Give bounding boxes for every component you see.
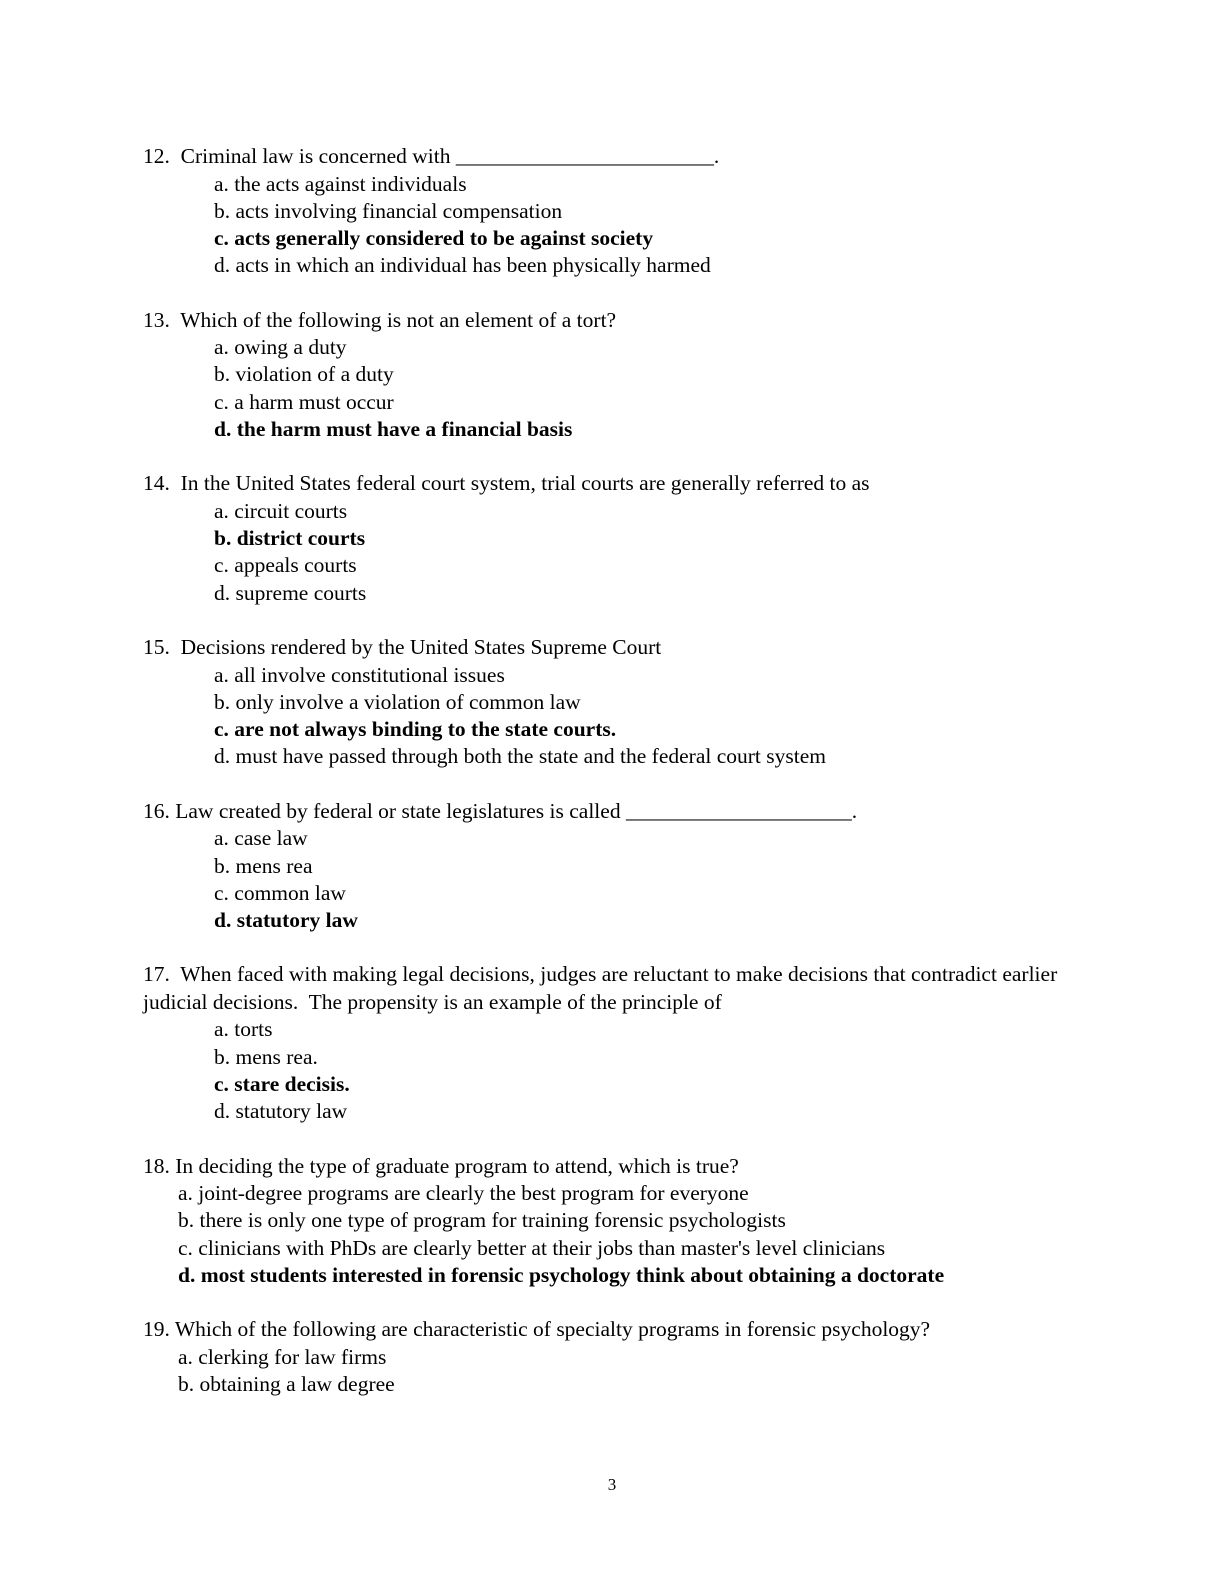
answer-option: a. clerking for law firms [178,1344,387,1369]
question-item [143,634,1103,771]
question-item [143,470,1103,607]
answer-option: a. joint-degree programs are clearly the best program for everyone [178,1181,749,1206]
question-stem: 13. Which of the following is not an element of a tort? [143,307,617,332]
question-item [143,307,1103,444]
question-stem: 14. In the United States federal court system, trial courts are generally referred to as [143,471,870,496]
question-stem: 16. Law created by federal or state legislatures is called _____________________. [143,798,858,823]
question-item [143,1316,1103,1398]
answer-option: a. circuit courts [214,498,348,523]
answer-option: d. acts in which an individual has been physically harmed [214,253,711,278]
answer-option: a. the acts against individuals [214,171,467,196]
answer-option-correct: c. are not always binding to the state courts. [214,717,617,742]
answer-options [143,334,1103,443]
question-stem: 18. In deciding the type of graduate program to attend, which is true? [143,1153,739,1178]
question-item [143,1153,1103,1290]
answer-option: b. obtaining a law degree [178,1372,395,1397]
question-stem: 15. Decisions rendered by the United States Supreme Court [143,635,662,660]
answer-option: b. mens rea. [214,1044,318,1069]
answer-option: d. must have passed through both the state and the federal court system [214,744,826,769]
answer-option: a. all involve constitutional issues [214,662,505,687]
page-number: 3 [607,1475,617,1494]
answer-option: c. clinicians with PhDs are clearly better at their jobs than master's level clinicians [178,1235,886,1260]
answer-option: c. a harm must occur [214,389,394,414]
answer-options [143,171,1103,280]
answer-option-correct: b. district courts [214,526,366,551]
answer-option: b. acts involving financial compensation [214,198,563,223]
answer-option: a. torts [214,1017,273,1042]
question-item [143,143,1103,280]
answer-option: b. mens rea [214,853,313,878]
question-item [143,961,1103,1125]
answer-options [143,498,1103,607]
answer-option: d. statutory law [214,1099,348,1124]
answer-option-correct: d. most students interested in forensic psychology think about obtaining a doctorate [178,1263,945,1288]
answer-options [143,825,1103,934]
answer-option-correct: c. stare decisis. [214,1072,350,1097]
answer-option: c. common law [214,880,346,905]
question-stem: 12. Criminal law is concerned with ________________________. [143,144,720,168]
answer-option: a. case law [214,826,308,851]
answer-options [143,1016,1103,1125]
answer-option: a. owing a duty [214,335,347,360]
answer-options [143,662,1103,771]
answer-option: d. supreme courts [214,580,367,605]
answer-option-correct: d. the harm must have a financial basis [214,417,573,442]
question-stem: 17. When faced with making legal decisions, judges are reluctant to make decisions that contradict earlier judicial decisions. The propensity is an example of the principle of [143,962,1063,1014]
answer-option-correct: c. acts generally considered to be against society [214,226,654,251]
answer-option: c. appeals courts [214,553,357,578]
question-stem: 19. Which of the following are characteristic of specialty programs in forensic psychology? [143,1317,931,1342]
answer-options [143,1180,1103,1289]
answer-option: b. only involve a violation of common law [214,689,581,714]
answer-option: b. there is only one type of program for training forensic psychologists [178,1208,786,1233]
question-list [143,143,1103,1425]
question-item [143,798,1103,935]
answer-options [143,1344,1103,1399]
answer-option: b. violation of a duty [214,362,394,387]
answer-option-correct: d. statutory law [214,908,358,933]
